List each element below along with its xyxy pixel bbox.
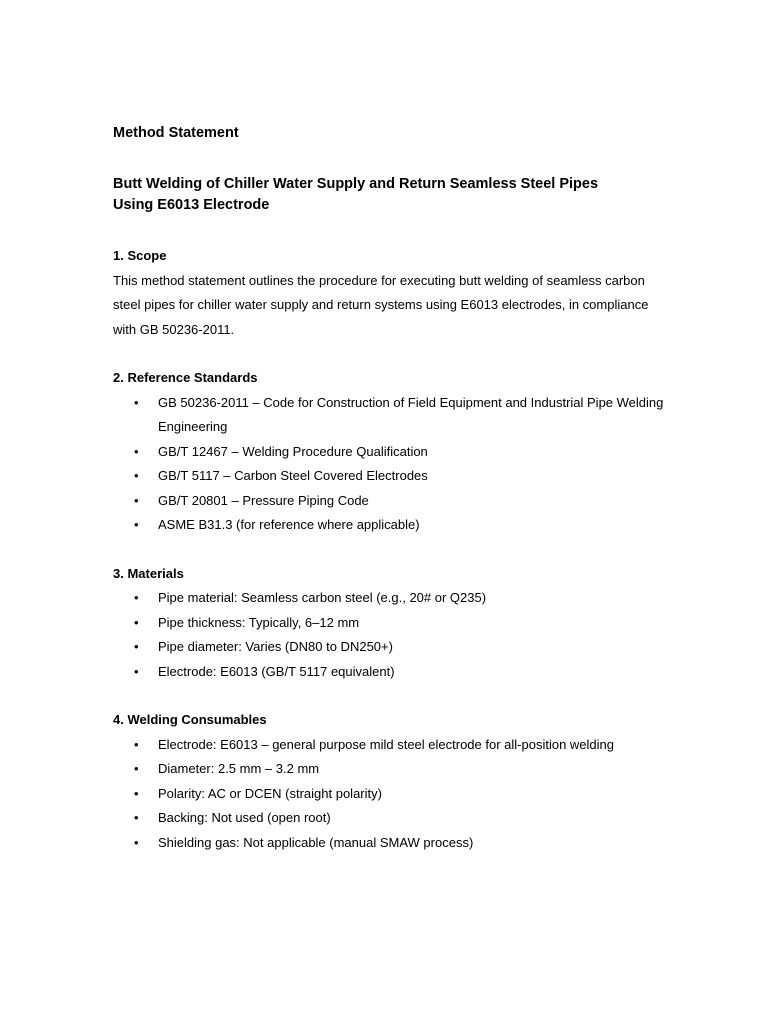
list-item: [113, 513, 673, 538]
bullet-icon: •: [134, 663, 139, 679]
list-item: [113, 635, 673, 660]
list-item-text: Pipe material: Seamless carbon steel (e.g., 20# or Q235): [158, 590, 487, 605]
bullet-icon: •: [134, 761, 139, 776]
bullet-icon: •: [134, 394, 139, 410]
list-item: [113, 586, 673, 611]
document-subtitle-line-1: Butt Welding of Chiller Water Supply and Return Seamless Steel Pipes: [113, 176, 599, 192]
section-reference-standards: [113, 366, 673, 538]
section-materials: [113, 562, 673, 685]
list-item-text: Pipe diameter: Varies (DN80 to DN250+): [158, 639, 393, 654]
welding-consumables-list: [113, 733, 673, 856]
bullet-icon: •: [134, 614, 139, 630]
bullet-icon: •: [134, 785, 139, 801]
list-item-text: GB/T 12467 – Welding Procedure Qualification: [158, 443, 428, 459]
section-heading: 1. Scope: [113, 248, 167, 263]
bullet-icon: •: [134, 834, 139, 850]
scope-paragraph: This method statement outlines the procedure for executing butt welding of seamless carbon steel pipes for chiller water supply and return systems using E6013 electrodes, in compliance with GB 50236-2011.: [113, 272, 649, 337]
section-heading: 4. Welding Consumables: [113, 712, 267, 727]
list-item: [113, 391, 673, 440]
document-subtitle: [113, 174, 673, 216]
list-item: [113, 733, 673, 758]
list-item-text: Pipe thickness: Typically, 6–12 mm: [158, 614, 360, 630]
bullet-icon: •: [134, 736, 139, 752]
list-item-text: GB/T 20801 – Pressure Piping Code: [158, 492, 369, 508]
bullet-icon: •: [134, 517, 139, 532]
list-item-text: Shielding gas: Not applicable (manual SMAW process): [158, 834, 474, 850]
document-subtitle-line-2: Using E6013 Electrode: [113, 197, 270, 213]
section-scope: [113, 244, 673, 342]
materials-list: [113, 586, 673, 684]
section-welding-consumables: [113, 708, 673, 855]
list-item-text: Backing: Not used (open root): [158, 810, 331, 825]
list-item: [113, 831, 673, 856]
bullet-icon: •: [134, 492, 139, 508]
list-item-text: Electrode: E6013 – general purpose mild steel electrode for all-position welding: [158, 736, 614, 752]
list-item: [113, 757, 673, 782]
list-item-text: Diameter: 2.5 mm – 3.2 mm: [158, 761, 320, 776]
bullet-icon: •: [134, 639, 139, 654]
list-item: [113, 489, 673, 514]
document-page: [113, 122, 673, 879]
list-item: [113, 440, 673, 465]
list-item-text: GB/T 5117 – Carbon Steel Covered Electrodes: [158, 468, 428, 483]
list-item: [113, 611, 673, 636]
bullet-icon: •: [134, 590, 139, 605]
list-item: [113, 660, 673, 685]
list-item-text: GB 50236-2011 – Code for Construction of Field Equipment and Industrial Pipe Welding Engineering: [158, 394, 664, 434]
bullet-icon: •: [134, 468, 139, 483]
bullet-icon: •: [134, 810, 139, 825]
bullet-icon: •: [134, 443, 139, 459]
list-item: [113, 464, 673, 489]
section-heading: 3. Materials: [113, 565, 184, 581]
list-item-text: ASME B31.3 (for reference where applicable): [158, 517, 420, 532]
list-item: [113, 782, 673, 807]
list-item: [113, 806, 673, 831]
list-item-text: Polarity: AC or DCEN (straight polarity): [158, 785, 382, 801]
document-title: Method Statement: [113, 125, 239, 141]
section-heading: 2. Reference Standards: [113, 370, 258, 385]
list-item-text: Electrode: E6013 (GB/T 5117 equivalent): [158, 663, 395, 679]
reference-standards-list: [113, 391, 673, 538]
